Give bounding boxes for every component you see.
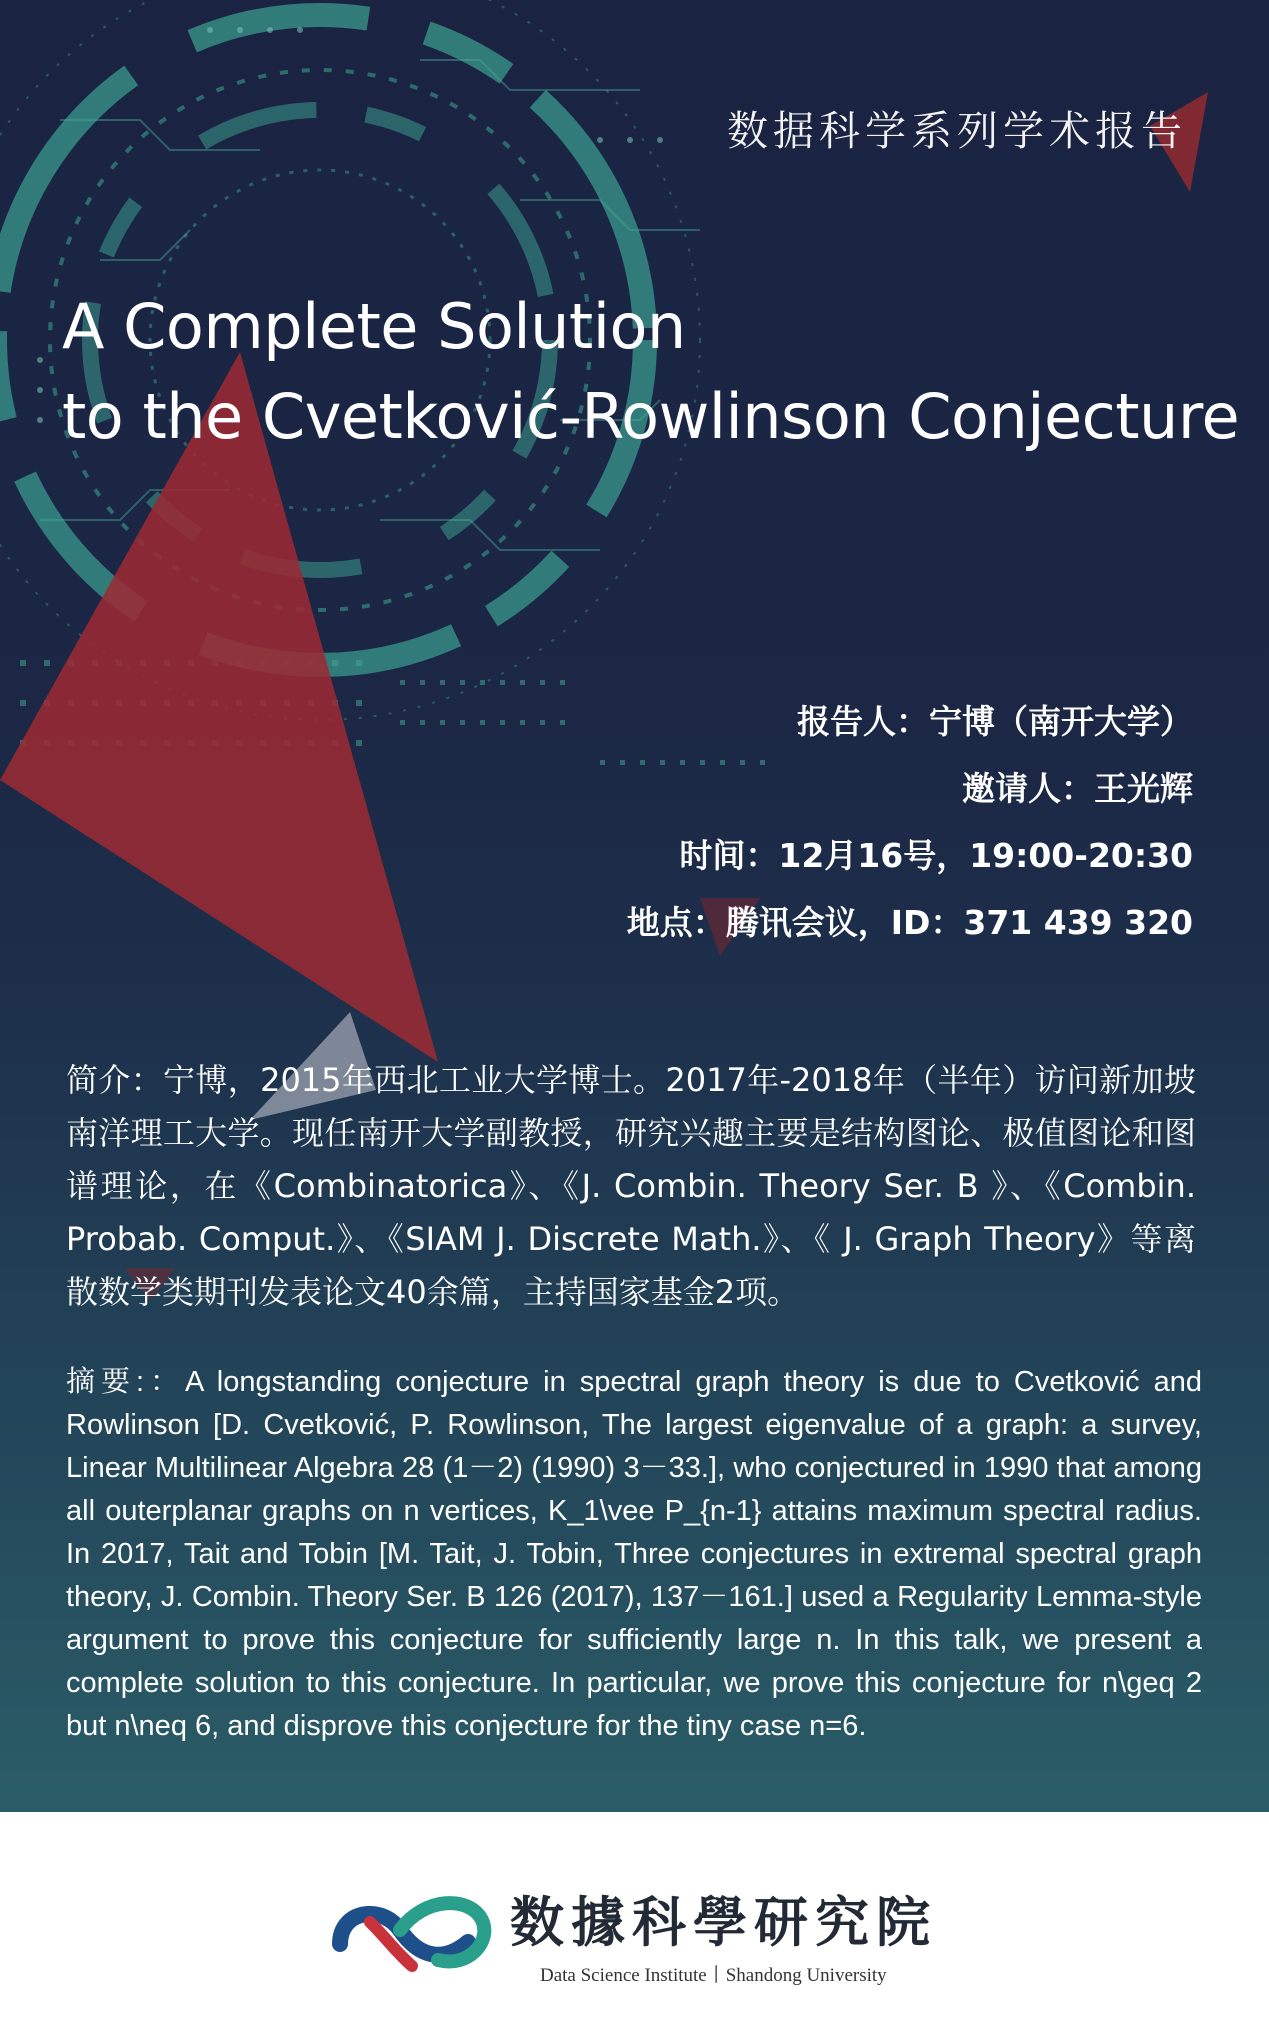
speaker-label: 报告人： <box>797 702 929 741</box>
speaker-value: 宁博（南开大学） <box>929 702 1193 741</box>
footer <box>0 1812 1269 2030</box>
speaker-bio <box>66 1054 1196 1319</box>
talk-abstract <box>66 1361 1202 1748</box>
place-row <box>627 889 1193 956</box>
bio-text: 宁博，2015年西北工业大学博士。2017年-2018年（半年）访问新加坡南洋理工大学。现任南开大学副教授，研究兴趣主要是结构图论、极值图论和图谱理论，在《Combinatorica》、《J. Combin. Theory Ser. B 》、《Combin. Probab. Comput.》、《SIAM J. Discrete Math.》、《 J. Graph Theory》等离散数学类期刊发表论文40余篇，主持国家基金2项。 <box>66 1061 1196 1311</box>
institute-name-en: Data Science Institute丨Shandong University <box>540 1965 887 1986</box>
place-label: 地点： <box>626 903 726 942</box>
institute-logo-icon <box>330 1882 495 1977</box>
series-title: 数据科学系列学术报告 <box>727 107 1187 155</box>
abstract-text: A longstanding conjecture in spectral graph theory is due to Cvetković and Rowlinson [D. Cvetković, P. Rowlinson, The largest eigenvalue of a graph: a survey, Linear Multilinear Algebra 28 (1－2) (1990) 3－33.], who conjectured in 1990 that among all outerplanar graphs on n vertices, K_1\vee P_{n-1} attains maximum spectral radius. In 2017, Tait and Tobin [M. Tait, J. Tobin, Three conjectures in extremal spectral graph theory, J. Combin. Theory Ser. B 126 (2017), 137－161.] used a Regularity Lemma-style argument to prove this conjecture for sufficiently large n. In this talk, we present a complete solution to this conjecture. In particular, we prove this conjecture for n\geq 2 but n\neq 6, and disprove this conjecture for the tiny case n=6. <box>66 1366 1203 1742</box>
host-value: 王光辉 <box>1094 769 1193 808</box>
place-value: 腾讯会议，ID：371 439 320 <box>725 903 1193 942</box>
time-row <box>627 822 1193 889</box>
institute-name-cn: 数據科學研究院 <box>510 1890 937 1954</box>
time-value: 12月16号，19:00-20:30 <box>778 836 1193 875</box>
bio-label: 简介： <box>66 1061 164 1099</box>
talk-title <box>62 282 1239 462</box>
host-row <box>627 755 1193 822</box>
speaker-row <box>627 688 1193 755</box>
host-label: 邀请人： <box>962 769 1094 808</box>
talk-title-line-2: to the Cvetković-Rowlinson Conjecture <box>62 380 1240 453</box>
abstract-label: 摘要:： <box>66 1366 186 1398</box>
talk-title-line-1: A Complete Solution <box>62 290 686 363</box>
time-label: 时间： <box>679 836 779 875</box>
talk-info <box>627 688 1193 956</box>
